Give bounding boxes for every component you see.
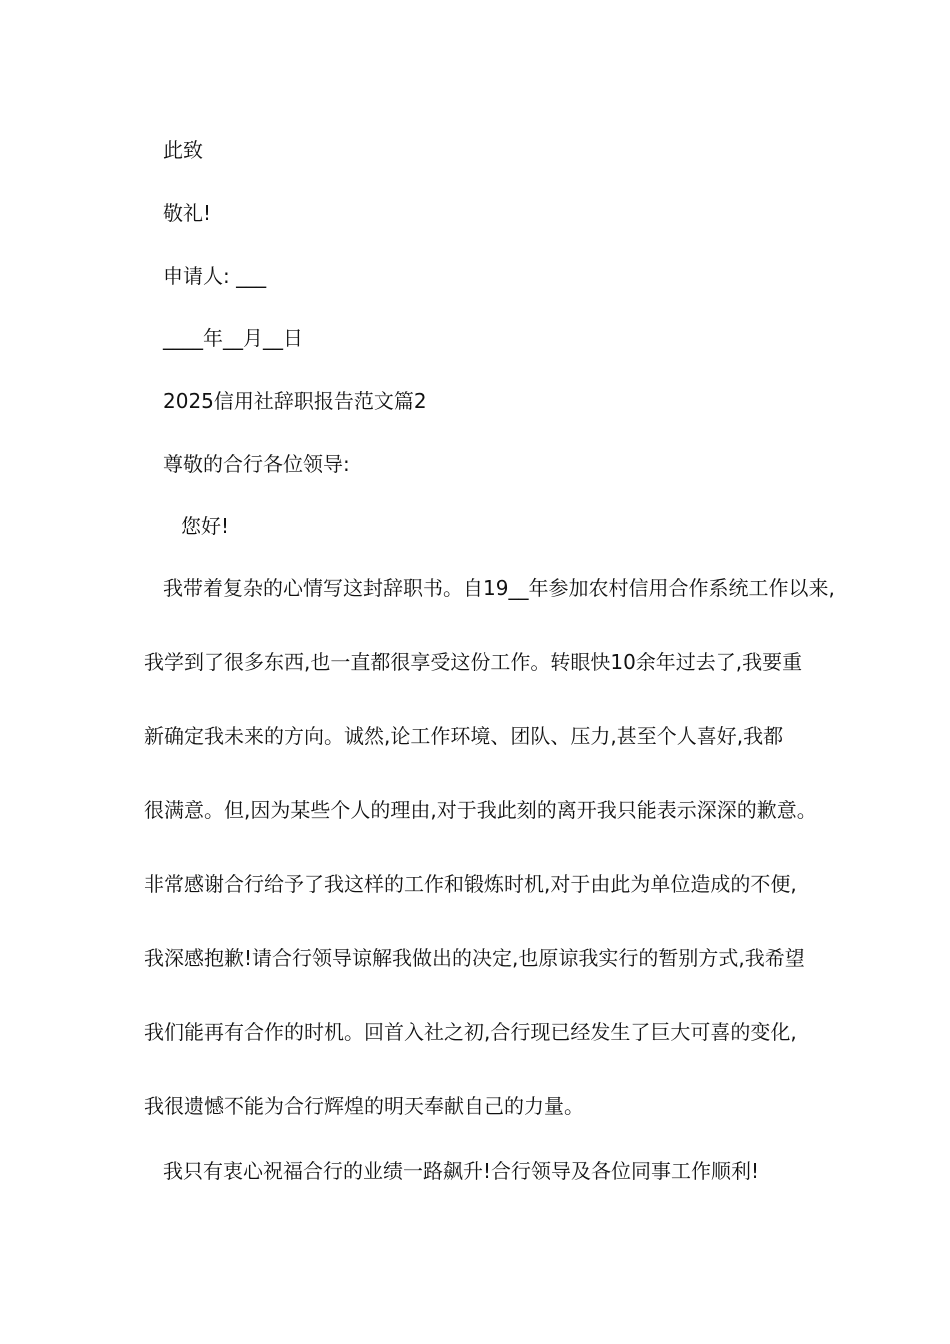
paragraph-line: 我很遗憾不能为合行辉煌的明天奉献自己的力量。 xyxy=(144,1094,584,1118)
letter-hello: 您好! xyxy=(181,514,230,538)
date-line: ____年__月__日 xyxy=(163,326,303,350)
paragraph-line: 我深感抱歉!请合行领导谅解我做出的决定,也原谅我实行的暂别方式,我希望 xyxy=(144,946,805,970)
paragraph-line: 我带着复杂的心情写这封辞职书。自19__年参加农村信用合作系统工作以来, xyxy=(163,576,835,600)
closing-respect: 敬礼! xyxy=(163,201,212,225)
closing-salutation: 此致 xyxy=(163,138,203,162)
letter-greeting: 尊敬的合行各位领导: xyxy=(163,452,350,476)
closing-wish: 我只有衷心祝福合行的业绩一路飙升!合行领导及各位同事工作顺利! xyxy=(163,1159,760,1183)
paragraph-line: 我们能再有合作的时机。回首入社之初,合行现已经发生了巨大可喜的变化, xyxy=(144,1020,797,1044)
paragraph-line: 很满意。但,因为某些个人的理由,对于我此刻的离开我只能表示深深的歉意。 xyxy=(144,798,817,822)
section-title: 2025信用社辞职报告范文篇2 xyxy=(163,389,427,413)
applicant-line: 申请人: ___ xyxy=(163,264,267,288)
paragraph-line: 非常感谢合行给予了我这样的工作和锻炼时机,对于由此为单位造成的不便, xyxy=(144,872,797,896)
paragraph-line: 新确定我未来的方向。诚然,论工作环境、团队、压力,甚至个人喜好,我都 xyxy=(144,724,784,748)
paragraph-line: 我学到了很多东西,也一直都很享受这份工作。转眼快10余年过去了,我要重 xyxy=(144,650,803,674)
